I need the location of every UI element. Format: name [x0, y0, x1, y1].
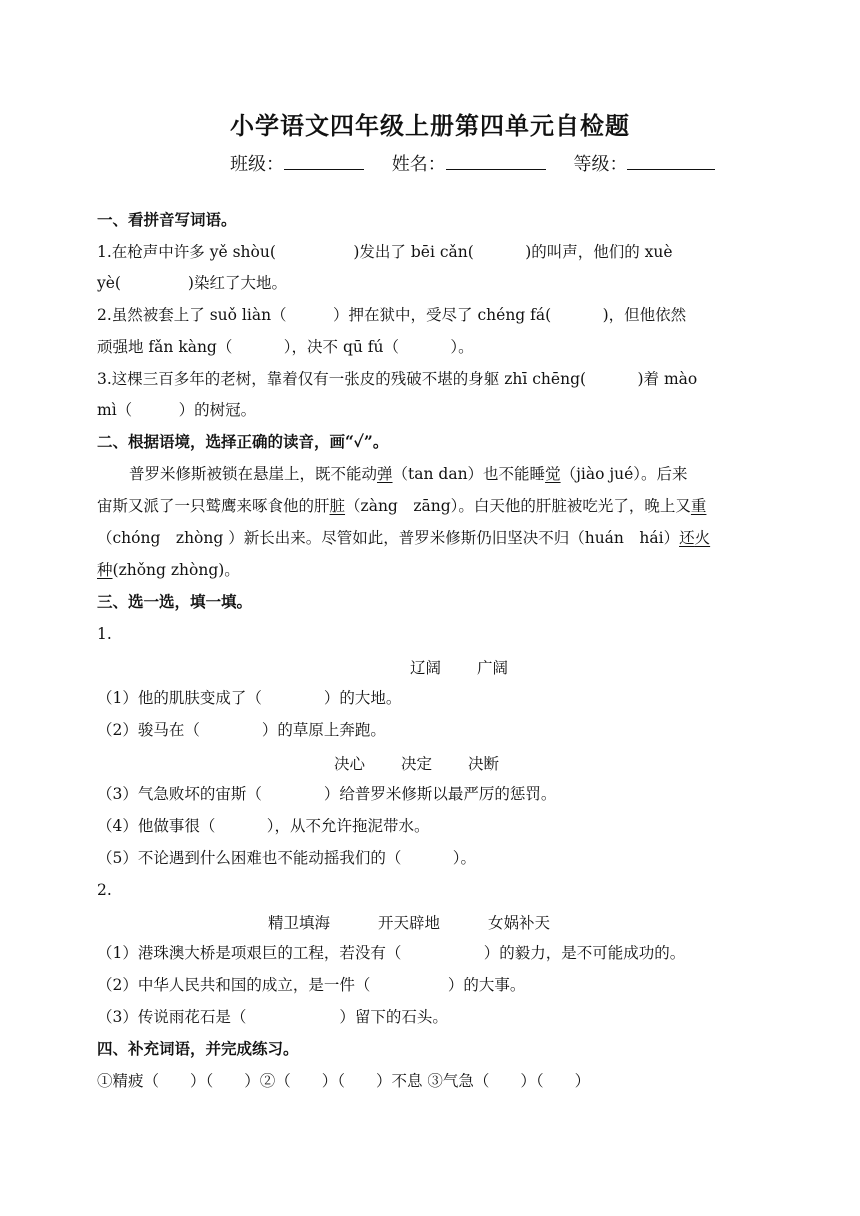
section1-line: 顽强地 fǎn kàng（ ），决不 qū fú（ ）。	[97, 338, 474, 356]
passage-text: （jiào jué）。后来	[560, 465, 688, 483]
question-line: （2）骏马在（ ）的草原上奔跑。	[97, 721, 386, 739]
passage-line	[97, 528, 710, 548]
passage-text: (zhǒng zhòng)。	[112, 561, 240, 579]
passage-text: （tan dan）也不能睡	[392, 465, 546, 483]
question-line: （1）他的肌肤变成了（ ）的大地。	[97, 689, 402, 707]
section1-line: 1.在枪声中许多 yě shòu( )发出了 bēi cǎn( )的叫声，他们的 xuè	[97, 243, 673, 261]
section4-line: ①精疲（ ）（ ）②（ ）（ ）不息 ③气急（ ）（ ）	[97, 1072, 591, 1090]
passage-text: （zàng zāng）。白天他的肝脏被吃光了，晚上又	[345, 497, 691, 515]
passage-text: 普罗米修斯被锁在悬崖上，既不能动	[129, 465, 378, 483]
class-blank[interactable]	[284, 151, 364, 170]
question-line: （2）中华人民共和国的成立，是一件（ ）的大事。	[97, 976, 526, 994]
section1-line: yè( )染红了大地。	[97, 274, 287, 292]
grade-label: 等级：	[573, 154, 628, 175]
word-choice: 开天辟地	[378, 914, 441, 932]
passage-line	[129, 464, 688, 484]
name-label: 姓名：	[391, 154, 446, 175]
question-line: （5）不论遇到什么困难也不能动摇我们的（ ）。	[97, 849, 477, 867]
underlined-char: 重	[690, 497, 707, 515]
question-number: 1.	[97, 625, 112, 643]
word-choice: 女娲补天	[488, 914, 551, 932]
passage-line	[97, 560, 240, 580]
grade-blank[interactable]	[627, 151, 715, 170]
word-choice: 辽阔	[410, 659, 442, 677]
underlined-char: 还	[679, 529, 695, 547]
class-label: 班级：	[230, 154, 284, 175]
word-choices	[250, 911, 568, 933]
page-title: 小学语文四年级上册第四单元自检题	[230, 111, 630, 140]
word-choice: 决断	[468, 755, 500, 773]
question-line: （3）传说雨花石是（ ）留下的石头。	[97, 1008, 448, 1026]
section2-heading: 二、根据语境，选择正确的读音，画“✓”。	[97, 432, 389, 451]
section4-heading: 四、补充词语，并完成练习。	[97, 1039, 299, 1058]
section1-line: 2.虽然被套上了 suǒ liàn（ ）押在狱中，受尽了 chéng fá( )，但他依然	[97, 306, 687, 324]
question-line: （4）他做事很（ ），从不允许拖泥带水。	[97, 817, 430, 835]
section1-line: mì（ ）的树冠。	[97, 401, 257, 419]
underlined-char: 脏	[329, 497, 346, 515]
word-choice: 决定	[401, 755, 433, 773]
passage-line	[97, 496, 706, 516]
passage-text: （chóng zhòng ）新长出来。尽管如此，普罗米修斯仍旧坚决不归（huán hái）	[97, 529, 680, 547]
word-choice: 广阔	[477, 659, 509, 677]
student-info-row	[230, 150, 737, 176]
name-blank[interactable]	[446, 151, 546, 170]
word-choice: 精卫填海	[268, 914, 331, 932]
section3-heading: 三、选一选，填一填。	[97, 592, 253, 611]
word-choice: 决心	[334, 755, 366, 773]
passage-text: 宙斯又派了一只鹫鹰来啄食他的肝	[97, 497, 330, 515]
section1-line: 3.这棵三百多年的老树，靠着仅有一张皮的残破不堪的身躯 zhī chēng( )着 mào	[97, 370, 698, 388]
underlined-char: 种	[97, 561, 113, 579]
question-line: （1）港珠澳大桥是项艰巨的工程，若没有（ ）的毅力，是不可能成功的。	[97, 944, 686, 962]
word-choices	[392, 656, 526, 678]
underlined-char: 火	[694, 529, 711, 547]
word-choices	[316, 752, 517, 774]
question-number: 2.	[97, 881, 112, 899]
question-line: （3）气急败坏的宙斯（ ）给普罗米修斯以最严厉的惩罚。	[97, 785, 557, 803]
underlined-char: 弹	[377, 465, 393, 483]
underlined-char: 觉	[545, 465, 561, 483]
section1-heading: 一、看拼音写词语。	[97, 210, 237, 229]
